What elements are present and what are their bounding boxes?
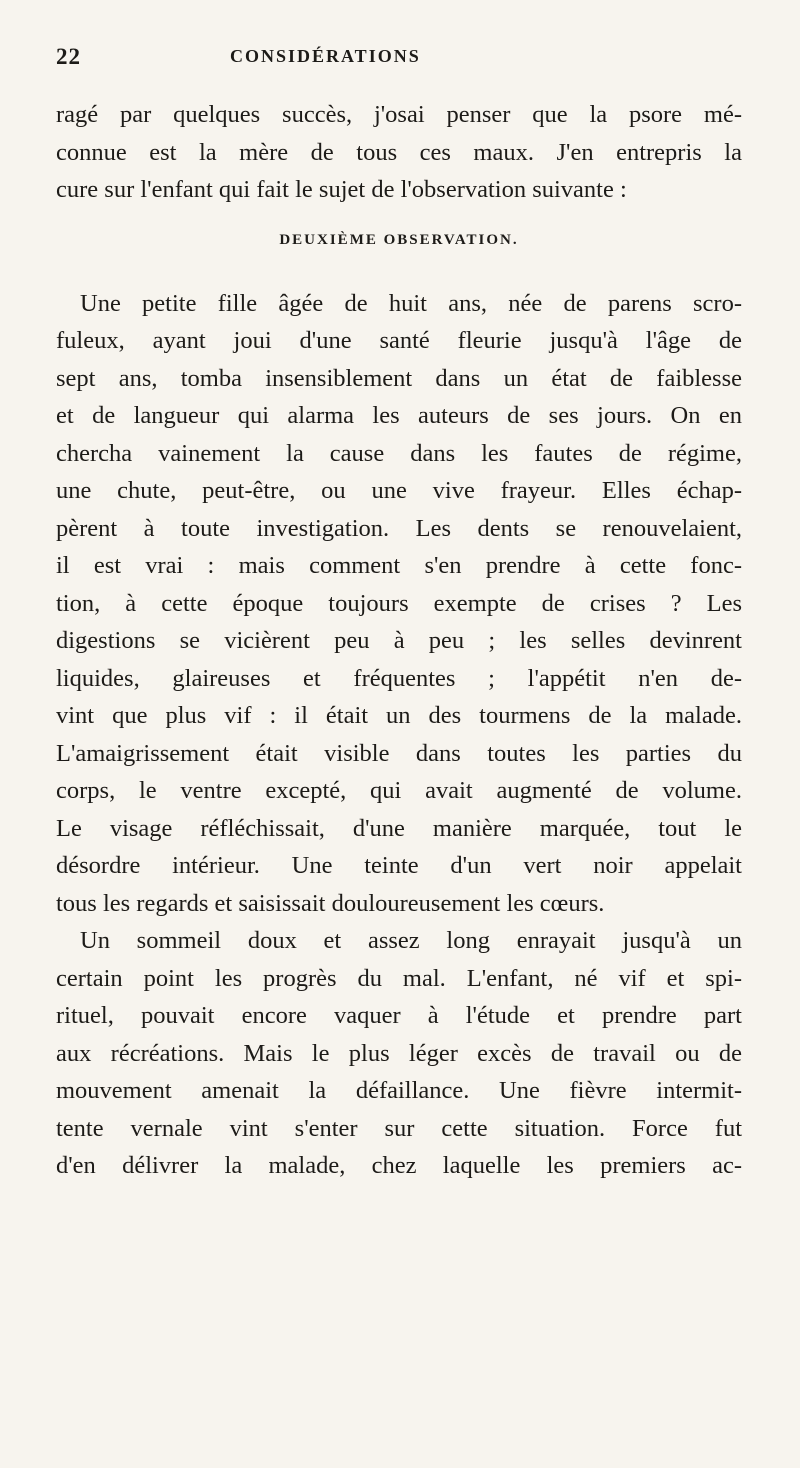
text-line: et de langueur qui alarma les auteurs de ses jours. On en (56, 402, 742, 429)
text-line: pèrent à toute investigation. Les dents se renouvelaient, (56, 514, 742, 542)
text-line: mouvement amenait la défaillance. Une fièvre intermit- (56, 1077, 742, 1104)
text-line: fuleux, ayant joui d'une santé fleurie jusqu'à l'âge de (56, 327, 742, 354)
text-line: tion, à cette époque toujours exempte de crises ? Les (56, 589, 742, 617)
text-line: Un sommeil doux et assez long enrayait jusqu'à un (80, 927, 742, 954)
text-line: rituel, pouvait encore vaquer à l'étude et prendre part (56, 1002, 742, 1029)
text-line: certain point les progrès du mal. L'enfant, né vif et spi- (56, 964, 742, 992)
text-line: tous les regards et saisissait douloureusement les cœurs. (56, 889, 605, 917)
text-line: d'en délivrer la malade, chez laquelle les premiers ac- (56, 1152, 742, 1179)
text-line: ragé par quelques succès, j'osai penser que la psore mé- (56, 101, 742, 128)
section-title: DEUXIÈME OBSERVATION. (279, 231, 519, 248)
page-number: 22 (56, 44, 81, 69)
text-line: désordre intérieur. Une teinte d'un vert noir appelait (56, 852, 742, 879)
text-line: digestions se vicièrent peu à peu ; les selles devinrent (56, 627, 742, 654)
text-line: cure sur l'enfant qui fait le sujet de l'observation suivante : (56, 176, 627, 203)
paragraph-3 (56, 922, 742, 1185)
text-line: sept ans, tomba insensiblement dans un état de faiblesse (56, 364, 742, 392)
text-line: connue est la mère de tous ces maux. J'en entrepris la (56, 138, 742, 166)
paragraph-2 (56, 285, 742, 923)
text-line: aux récréations. Mais le plus léger excès de travail ou de (56, 1039, 742, 1067)
text-line: corps, le ventre excepté, qui avait augmenté de volume. (56, 777, 742, 804)
page-header (56, 44, 616, 74)
text-line: tente vernale vint s'enter sur cette situation. Force fut (56, 1114, 742, 1142)
page-text (56, 96, 742, 1185)
text-line: il est vrai : mais comment s'en prendre à cette fonc- (56, 552, 742, 579)
text-line: vint que plus vif : il était un des tourmens de la malade. (56, 702, 742, 729)
text-line: Une petite fille âgée de huit ans, née de parens scro- (80, 289, 742, 317)
text-line: chercha vainement la cause dans les fautes de régime, (56, 439, 742, 467)
text-line: Le visage réfléchissait, d'une manière marquée, tout le (56, 814, 742, 842)
text-line: une chute, peut-être, ou une vive frayeur. Elles échap- (56, 477, 742, 504)
text-line: L'amaigrissement était visible dans toutes les parties du (56, 739, 742, 767)
running-head: CONSIDÉRATIONS (230, 46, 421, 66)
text-line: liquides, glaireuses et fréquentes ; l'appétit n'en de- (56, 664, 742, 692)
paragraph-1 (56, 96, 742, 209)
